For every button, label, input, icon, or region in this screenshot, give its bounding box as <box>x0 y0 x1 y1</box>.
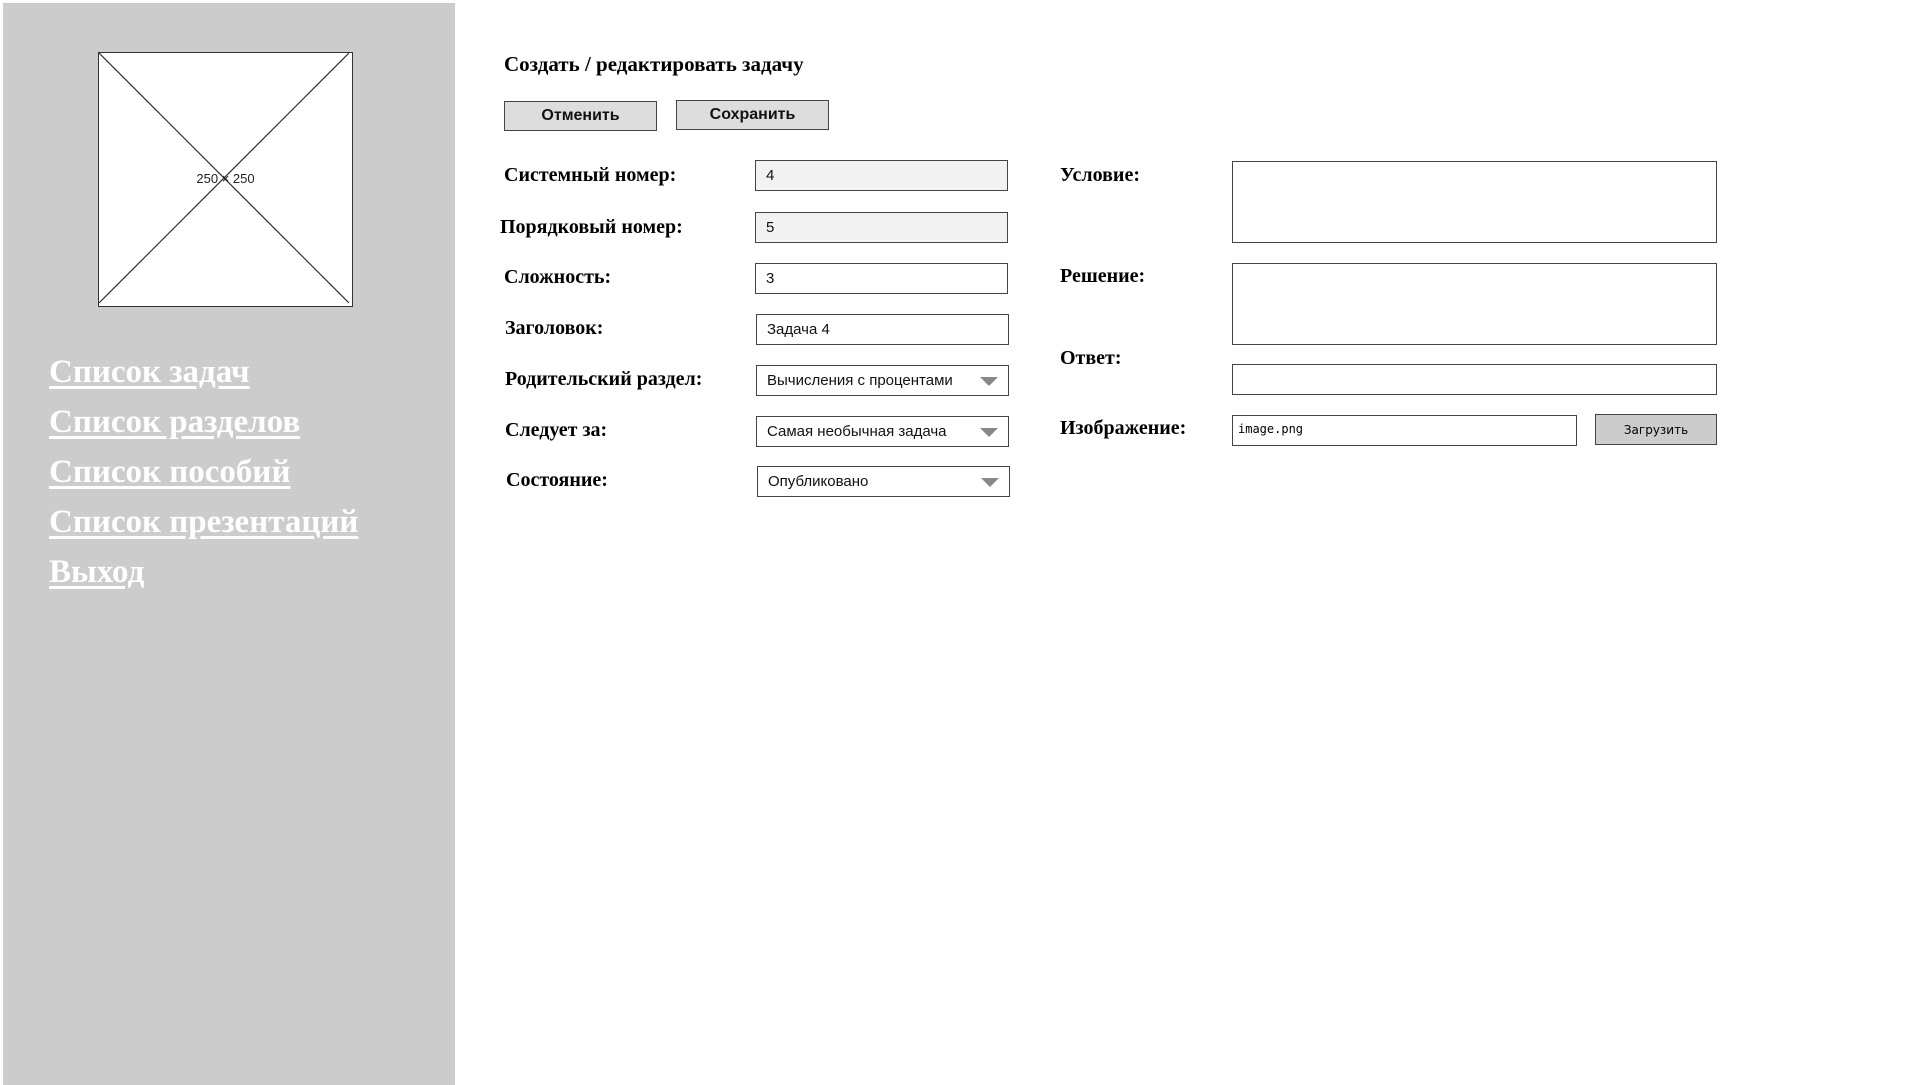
nav-link-manuals[interactable]: Список пособий <box>49 454 291 490</box>
chevron-down-icon <box>980 377 998 386</box>
answer-label: Ответ: <box>1060 347 1122 369</box>
answer-field[interactable] <box>1232 364 1717 395</box>
parent-section-select[interactable] <box>756 365 1009 396</box>
status-value: Опубликовано <box>768 473 869 490</box>
status-select[interactable] <box>757 466 1010 497</box>
follows-select[interactable] <box>756 416 1009 447</box>
parent-section-label: Родительский раздел: <box>505 368 703 390</box>
logo-image-placeholder <box>98 52 353 307</box>
system-number-label: Системный номер: <box>504 164 677 186</box>
difficulty-field[interactable]: 3 <box>755 263 1008 294</box>
parent-section-value: Вычисления с процентами <box>767 372 953 389</box>
condition-textarea[interactable] <box>1232 161 1717 243</box>
chevron-down-icon <box>980 428 998 437</box>
heading-field[interactable]: Задача 4 <box>756 314 1009 345</box>
nav-link-sections[interactable]: Список разделов <box>49 404 301 440</box>
page-title: Создать / редактировать задачу <box>504 52 804 76</box>
solution-label: Решение: <box>1060 265 1146 287</box>
chevron-down-icon <box>981 478 999 487</box>
system-number-field[interactable]: 4 <box>755 160 1008 191</box>
solution-textarea[interactable] <box>1232 263 1717 345</box>
sidebar <box>3 3 455 1085</box>
upload-button[interactable]: Загрузить <box>1595 414 1717 445</box>
save-button[interactable]: Сохранить <box>676 100 829 130</box>
nav-link-presentations[interactable]: Список презентаций <box>49 504 359 540</box>
cancel-button[interactable]: Отменить <box>504 101 657 131</box>
nav-link-tasks[interactable]: Список задач <box>49 354 250 390</box>
condition-label: Условие: <box>1060 164 1140 186</box>
difficulty-label: Сложность: <box>504 266 612 288</box>
follows-value: Самая необычная задача <box>767 423 947 440</box>
image-label: Изображение: <box>1060 417 1187 439</box>
follows-label: Следует за: <box>505 419 608 441</box>
image-file-field[interactable]: image.png <box>1232 415 1577 446</box>
nav-link-logout[interactable]: Выход <box>49 554 145 590</box>
order-number-field[interactable]: 5 <box>755 212 1008 243</box>
status-label: Состояние: <box>506 469 608 491</box>
heading-label: Заголовок: <box>505 317 604 339</box>
order-number-label: Порядковый номер: <box>500 216 683 238</box>
sidebar-nav <box>49 355 358 605</box>
placeholder-size-label: 250 × 250 <box>196 171 255 186</box>
